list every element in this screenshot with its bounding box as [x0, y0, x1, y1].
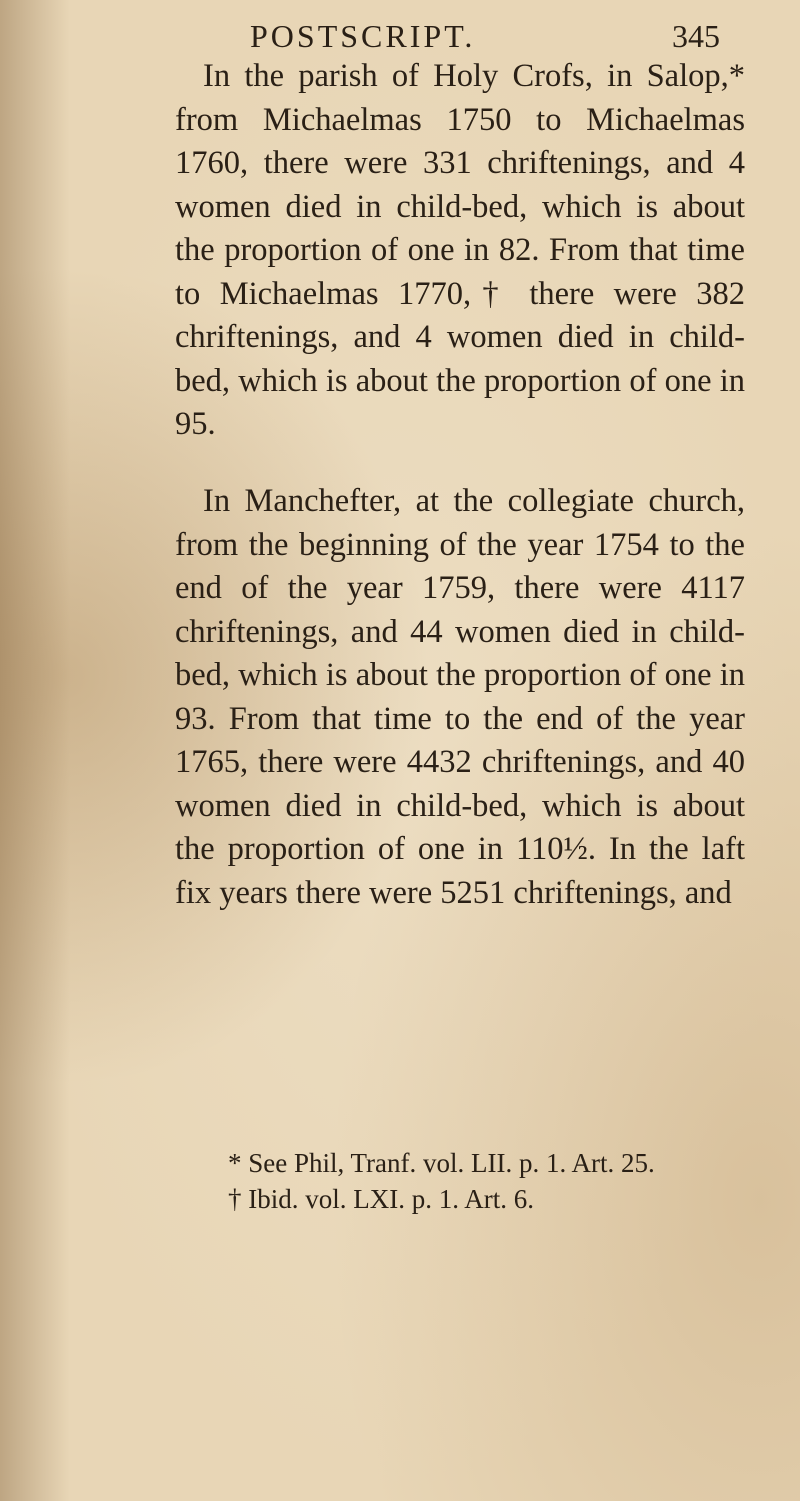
paragraph-holy-cross — [175, 55, 745, 447]
paragraph-1-text: In the parish of Holy Crofs, in Salop,* from Michaelmas 1750 to Michaelmas 1760, there were 331 chriftenings, and 4 women died in child-bed, which is about the proportion of one in 82. From that time to Michaelmas 1770,† there were 382 chriftenings, and 4 women died in child-bed, which is about the proportion of one in 95. — [175, 58, 745, 442]
footnote-1: * See Phil, Tranf. vol. LII. p. 1. Art. 25. — [228, 1148, 655, 1178]
page-header — [250, 18, 720, 58]
page-edge-shadow — [0, 0, 70, 1501]
paragraph-manchester — [175, 480, 745, 915]
footnote-2: † Ibid. vol. LXI. p. 1. Art. 6. — [228, 1184, 534, 1214]
page-number: 345 — [672, 18, 720, 54]
running-head: POSTSCRIPT. — [250, 18, 476, 54]
footnotes — [210, 1145, 730, 1217]
paragraph-2-text: In Manchefter, at the collegiate church, from the beginning of the year 1754 to the end of the year 1759, there were 4117 chriftenings, and 44 women died in child-bed, which is about the proportion of one in 93. From that time to the end of the year 1765, there were 4432 chriftenings, and 40 women died in child-bed, which is about the proportion of one in 110½. In the laft fix years there were 5251 chriftenings, and — [175, 483, 745, 911]
